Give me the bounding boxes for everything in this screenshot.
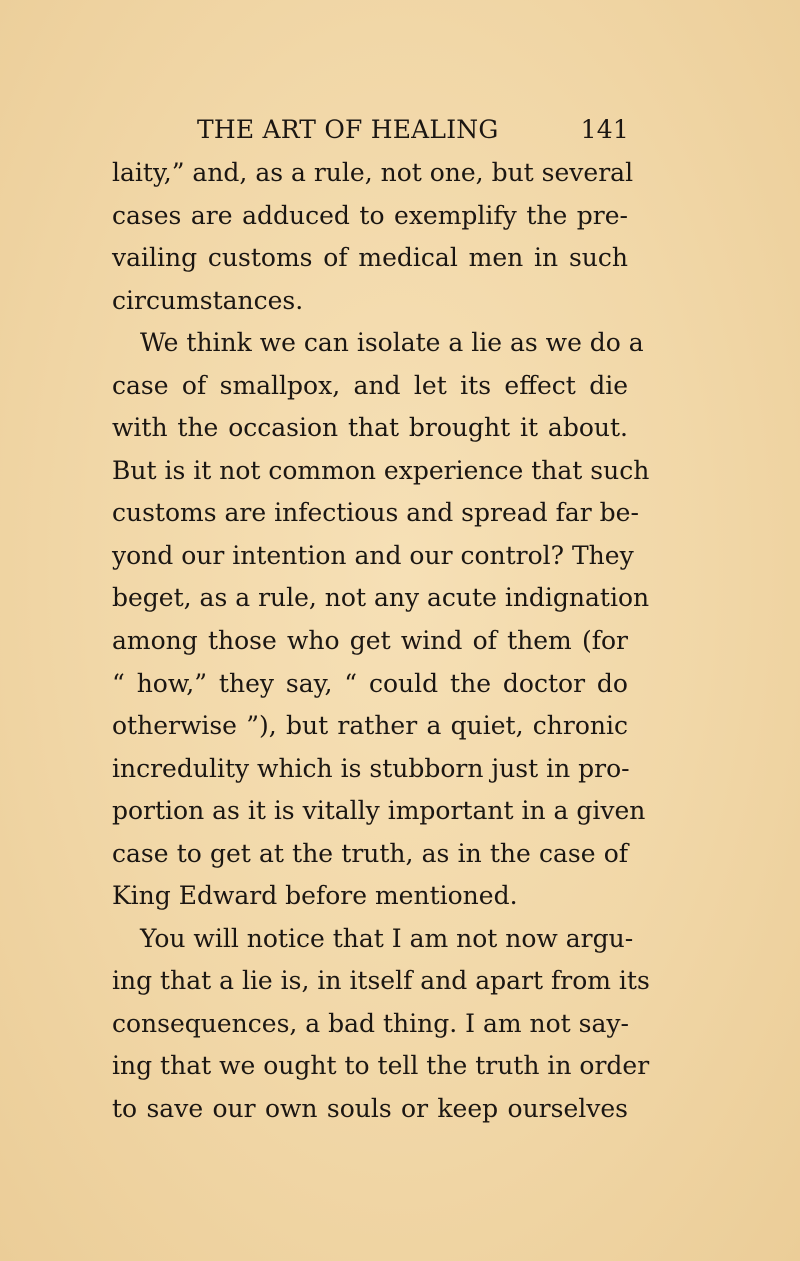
text-line: yond our intention and our control? They [112, 540, 634, 570]
running-title: THE ART OF HEALING [197, 115, 499, 144]
text-line: portion as it is vitally important in a given [112, 796, 646, 826]
text-line: case to get at the truth, as in the case of [112, 838, 628, 868]
text-line: among those who get wind of them (for [112, 626, 628, 656]
text-line: King Edward before mentioned. [112, 881, 518, 911]
text-line: with the occasion that brought it about. [112, 413, 628, 443]
text-line: We think we can isolate a lie as we do a [140, 328, 644, 358]
text-line: ing that a lie is, in itself and apart from its [112, 966, 650, 996]
text-line: laity,” and, as a rule, not one, but several [112, 158, 634, 187]
text-line: otherwise ”), but rather a quiet, chronic [112, 711, 628, 741]
text-line: You will notice that I am not now argu- [140, 923, 634, 953]
text-line: incredulity which is stubborn just in pro- [112, 753, 630, 783]
text-line: “ how,” they say, “ could the doctor do [112, 668, 628, 698]
text-line: to save our own souls or keep ourselves [112, 1094, 628, 1124]
text-line: customs are infectious and spread far be- [112, 498, 639, 528]
text-line: cases are adduced to exemplify the pre- [112, 200, 628, 230]
text-line: case of smallpox, and let its effect die [112, 370, 628, 400]
body-text [112, 152, 650, 1131]
text-line: vailing customs of medical men in such [112, 243, 628, 273]
page-number: 141 [580, 115, 629, 144]
text-line: beget, as a rule, not any acute indignation [112, 583, 650, 613]
text-line: consequences, a bad thing. I am not say- [112, 1008, 629, 1038]
text-line: But is it not common experience that such [112, 455, 650, 485]
running-head [197, 114, 629, 146]
text-line: circumstances. [112, 285, 304, 315]
text-line: ing that we ought to tell the truth in order [112, 1051, 650, 1081]
